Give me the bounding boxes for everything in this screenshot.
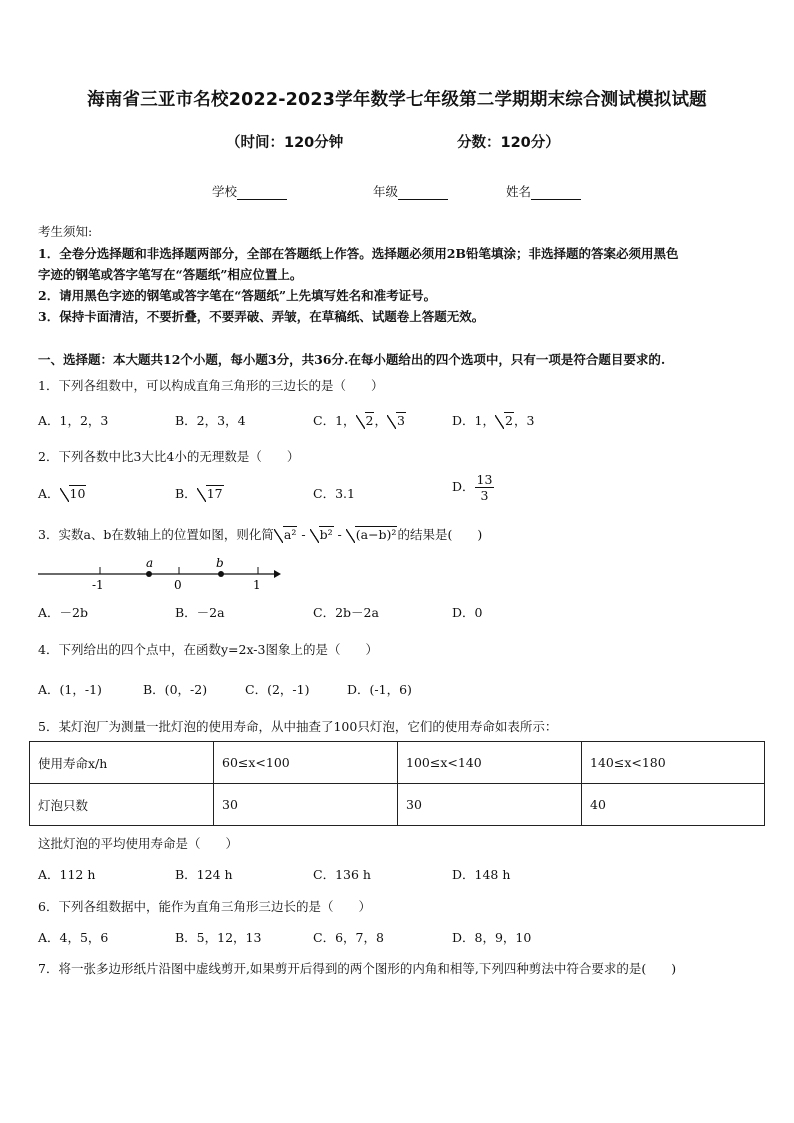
question-5-stem: 5．某灯泡厂为测量一批灯泡的使用寿命，从中抽查了100只灯泡，它们的使用寿命如表所示： [38, 719, 558, 734]
q1-c-prefix: C．1， [313, 413, 356, 428]
q4-option-d: D．(-1，6) [347, 682, 412, 697]
table-cell: 使用寿命x/h [30, 742, 214, 784]
sqrt-symbol [387, 413, 406, 428]
q1-option-c [313, 411, 406, 429]
q3-option-b: B．－2a [175, 605, 225, 620]
q6-option-a: A．4，5，6 [38, 930, 109, 945]
table-cell: 灯泡只数 [30, 784, 214, 826]
point-b [218, 571, 224, 577]
notice-item: 1．全卷分选择题和非选择题两部分，全部在答题纸上作答。选择题必须用2B铅笔填涂；非选择题的答案必须用黑色 [38, 246, 679, 261]
q1-d-suffix: ，3 [513, 413, 535, 428]
q2-option-a [38, 484, 86, 502]
table-row [30, 784, 765, 826]
q5-option-c: C．136 h [313, 867, 371, 882]
q2-option-d [452, 472, 494, 503]
name-blank [531, 186, 581, 200]
sqrt-symbol [346, 527, 398, 542]
minus-sign: - [297, 527, 310, 542]
label-a: a [146, 556, 154, 570]
sqrt-symbol [197, 486, 224, 501]
table-cell: 30 [398, 784, 582, 826]
radicand: 17 [206, 486, 223, 501]
label-one: 1 [253, 578, 261, 592]
number-line [36, 555, 281, 595]
table-cell: 140≤x<180 [582, 742, 765, 784]
radicand: 10 [69, 486, 86, 501]
exam-time: （时间：120分钟 [226, 135, 344, 151]
sqrt-symbol [356, 413, 375, 428]
question-7-stem: 7．将一张多边形纸片沿图中虚线剪开,如果剪开后得到的两个图形的内角和相等,下列四种剪法中符合要求的是( ) [38, 961, 677, 976]
page-title: 海南省三亚市名校2022-2023学年数学七年级第二学期期末综合测试模拟试题 [87, 90, 707, 110]
q1-option-a: A．1，2，3 [38, 413, 109, 428]
q5-option-d: D．148 h [452, 867, 511, 882]
exam-score: 分数：120分） [457, 135, 560, 151]
table-cell: 40 [582, 784, 765, 826]
name-field [506, 182, 581, 200]
q6-option-b: B．5，12，13 [175, 930, 262, 945]
label-zero: 0 [174, 578, 182, 592]
fraction [475, 472, 495, 503]
sqrt-symbol [274, 527, 297, 542]
radicand: b² [319, 527, 333, 542]
section-heading: 一、选择题：本大题共12个小题，每小题3分，共36分.在每小题给出的四个选项中，只有一项是符合题目要求的. [38, 352, 666, 367]
q3-stem-suffix: 的结果是( ) [397, 527, 483, 542]
label-b: b [216, 556, 224, 570]
separator: ， [374, 413, 387, 428]
sqrt-symbol [495, 413, 514, 428]
q2-option-c: C．3.1 [313, 486, 355, 501]
question-2-stem: 2．下列各数中比3大比4小的无理数是（ ） [38, 449, 300, 464]
table-cell: 100≤x<140 [398, 742, 582, 784]
notice-item: 3．保持卡面清洁，不要折叠，不要弄破、弄皱，在草稿纸、试题卷上答题无效。 [38, 309, 485, 324]
table-cell: 30 [214, 784, 398, 826]
q3-option-c: C．2b－2a [313, 605, 379, 620]
label-minus-one: -1 [92, 578, 104, 592]
denominator: 3 [480, 488, 489, 503]
q3-option-d: D．0 [452, 605, 483, 620]
table-cell: 60≤x<100 [214, 742, 398, 784]
q2-d-prefix: D． [452, 479, 475, 494]
table-row [30, 742, 765, 784]
q2-option-b [175, 484, 224, 502]
q3-stem-prefix: 3．实数a、b在数轴上的位置如图，则化简 [38, 527, 274, 542]
numerator: 13 [476, 472, 493, 487]
point-a [146, 571, 152, 577]
grade-field [373, 182, 448, 200]
sqrt-symbol [60, 486, 87, 501]
q5-option-a: A．112 h [38, 867, 96, 882]
question-6-stem: 6．下列各组数据中，能作为直角三角形三边长的是（ ） [38, 899, 371, 914]
axis-arrow-icon [274, 570, 281, 578]
school-blank [237, 186, 287, 200]
q4-option-b: B．(0，-2) [143, 682, 208, 697]
school-field [212, 182, 287, 200]
radicand: a² [283, 527, 297, 542]
question-3-stem [38, 525, 482, 543]
radicand: (a−b)² [355, 527, 397, 542]
q6-option-c: C．6，7，8 [313, 930, 384, 945]
q4-option-a: A．(1，-1) [38, 682, 102, 697]
grade-label: 年级 [373, 184, 399, 199]
lifespan-table [29, 741, 765, 826]
q2-a-prefix: A． [38, 486, 60, 501]
q5-option-b: B．124 h [175, 867, 233, 882]
name-label: 姓名 [506, 184, 532, 199]
notice-heading: 考生须知: [38, 224, 93, 239]
q2-b-prefix: B． [175, 486, 197, 501]
question-4-stem: 4．下列给出的四个点中，在函数y=2x-3图象上的是（ ） [38, 642, 378, 657]
question-5-prompt: 这批灯泡的平均使用寿命是（ ） [38, 836, 239, 851]
q1-option-d [452, 411, 534, 429]
radicand: 3 [397, 413, 405, 428]
notice-item: 2．请用黑色字迹的钢笔或答字笔在“答题纸”上先填写姓名和准考证号。 [38, 288, 437, 303]
radicand: 2 [504, 413, 513, 428]
q6-option-d: D．8，9，10 [452, 930, 532, 945]
sqrt-symbol [310, 527, 334, 542]
school-label: 学校 [212, 184, 238, 199]
q4-option-c: C．(2，-1) [245, 682, 310, 697]
notice-item: 字迹的钢笔或答字笔写在“答题纸”相应位置上。 [38, 267, 303, 282]
q1-d-prefix: D．1， [452, 413, 495, 428]
grade-blank [398, 186, 448, 200]
minus-sign: - [333, 527, 346, 542]
radicand: 2 [365, 413, 374, 428]
q1-option-b: B．2，3，4 [175, 413, 246, 428]
q3-option-a: A．－2b [38, 605, 88, 620]
question-1-stem: 1．下列各组数中，可以构成直角三角形的三边长的是（ ） [38, 378, 384, 393]
